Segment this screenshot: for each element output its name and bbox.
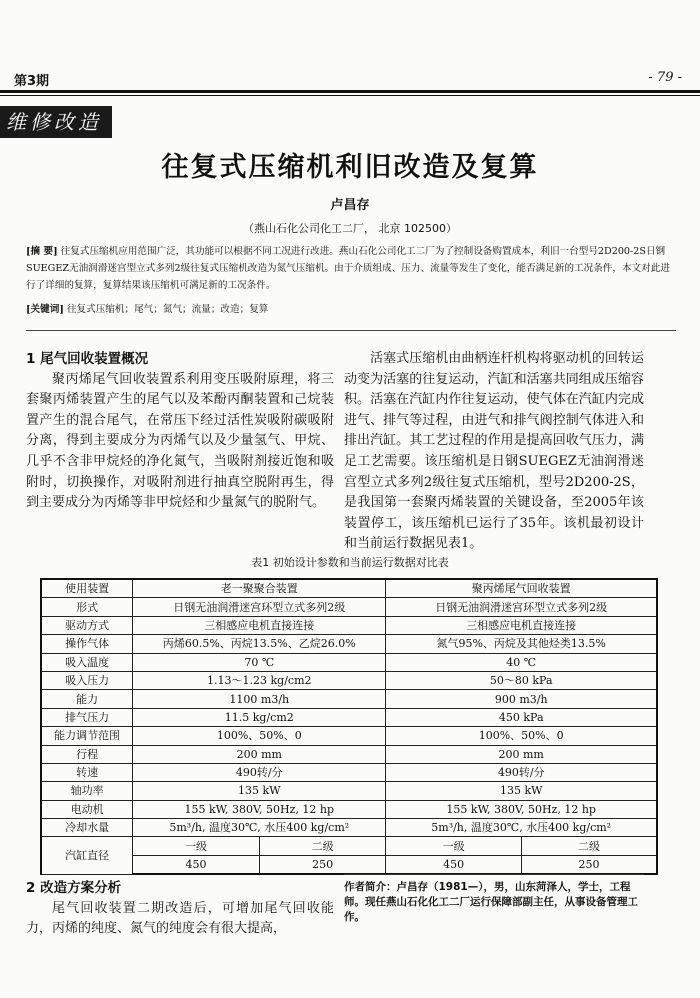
row-label: 操作气体: [41, 635, 133, 653]
table-cell: 100%、50%、0: [386, 727, 657, 745]
table-row: [41, 598, 657, 616]
row-label: 能力: [41, 690, 133, 708]
header-cell: 聚丙烯尾气回收装置: [386, 579, 657, 598]
right-column: [344, 349, 644, 555]
row-label: 吸入温度: [41, 653, 133, 671]
table-cell: 1.13～1.23 kg/cm2: [133, 671, 386, 689]
table-row: [41, 745, 657, 763]
table-cell: 丙烯60.5%、丙烷13.5%、乙烷26.0%: [133, 635, 386, 653]
table-cell: 200 mm: [386, 745, 657, 763]
table-row: [41, 819, 657, 837]
row-label: 吸入压力: [41, 671, 133, 689]
table-row: [41, 708, 657, 726]
author-note-text: 卢昌存（1981—），男，山东菏泽人，学士，工程师。现任燕山石化化工二厂运行保障部副主任，从事设备管理工作。: [344, 881, 638, 923]
table-row: [41, 782, 657, 800]
table-cell: 70 ℃: [133, 653, 386, 671]
article-title: 往复式压缩机利旧改造及复算: [161, 152, 539, 183]
table-cell: 200 mm: [133, 745, 386, 763]
row-label: 能力调节范围: [41, 727, 133, 745]
row-label: 排气压力: [41, 708, 133, 726]
table-cell: 氮气95%、丙烷及其他烃类13.5%: [386, 635, 657, 653]
table-cell: 一级: [133, 837, 260, 855]
table-row: [41, 727, 657, 745]
table-cell: 135 kW: [133, 782, 386, 800]
row-label: 轴功率: [41, 782, 133, 800]
table-cell: 50～80 kPa: [386, 671, 657, 689]
table-row: [41, 616, 657, 634]
table-cell: 100%、50%、0: [133, 727, 386, 745]
author-note: [344, 880, 644, 925]
keywords-label: [关键词]: [26, 304, 64, 315]
table-cell: 三相感应电机直接连接: [133, 616, 386, 634]
author-note-label: 作者简介：: [344, 881, 397, 893]
table-header-row: [41, 579, 657, 598]
keywords-text: 往复式压缩机；尾气；氮气；流量；改造；复算: [66, 304, 269, 315]
section-1-heading: 1 尾气回收装置概况: [26, 351, 149, 367]
section-1-paragraph-2: 活塞式压缩机由曲柄连杆机构将驱动机的回转运动变为活塞的往复运动，汽缸和活塞共同组成压缩容积。活塞在汽缸内作往复运动，使气体在汽缸内完成进气、排气等过程，由进气和排气阀控制气体进入和排出汽缸。其工艺过程的作用是提高回收气压力，满足工艺需要。该压缩机是日钢SUEGEZ无油润滑迷宫型立式多列2级往复式压缩机，型号2D200-2S，是我国第一套聚丙烯装置的关键设备，至2005年该装置停工，该压缩机已运行了35年。该机最初设计和当前运行数据见表1。: [344, 351, 644, 552]
table-cell: 5m³/h, 温度30℃, 水压400 kg/cm²: [386, 819, 657, 837]
table-cell: 490转/分: [133, 763, 386, 781]
page-number: - 79 -: [648, 70, 682, 85]
author-affiliation: （燕山石化公司化工二厂， 北京 102500）: [243, 222, 457, 235]
header-rule-thin: [0, 95, 700, 96]
row-label: 转速: [41, 763, 133, 781]
abstract: [26, 243, 676, 294]
row-label: 驱动方式: [41, 616, 133, 634]
table-row: [41, 837, 657, 855]
abstract-label: [摘 要]: [26, 246, 58, 257]
table-cell: 450 kPa: [386, 708, 657, 726]
left-column: [26, 349, 334, 514]
table-cell: 11.5 kg/cm2: [133, 708, 386, 726]
table-row: [41, 635, 657, 653]
section-banner: 维修改造: [0, 106, 112, 138]
abstract-divider: [26, 330, 676, 331]
table-row: [41, 763, 657, 781]
table-cell: 40 ℃: [386, 653, 657, 671]
table-body: [41, 598, 657, 837]
row-label: 电动机: [41, 800, 133, 818]
table-cell: 250: [521, 855, 657, 874]
table-cell: 490转/分: [386, 763, 657, 781]
row-label: 冷却水量: [41, 819, 133, 837]
section-1-paragraph-1: 聚丙烯尾气回收装置系利用变压吸附原理，将三套聚丙烯装置产生的尾气以及苯酚丙酮装置和己烷装置产生的混合尾气，在常压下经过活性炭吸附碳吸附分离，得到主要成分为丙烯气以及少量氢气、甲烷、几乎不含非甲烷烃的净化氮气，当吸附剂接近饱和吸附时，切换操作，对吸附剂进行抽真空脱附再生，得到主要成分为丙烯等非甲烷烃和少量氮气的脱附气。: [26, 371, 334, 511]
section-2-paragraph-1: 尾气回收装置二期改造后，可增加尾气回收能力，丙烯的纯度、氮气的纯度会有很大提高，: [26, 900, 334, 937]
section-2-heading: 2 改造方案分析: [26, 880, 122, 896]
row-label: 形式: [41, 598, 133, 616]
table-cell: 日钢无油润滑迷宫环型立式多列2级: [133, 598, 386, 616]
table-cell: 三相感应电机直接连接: [386, 616, 657, 634]
table-cell: 二级: [521, 837, 657, 855]
table-caption: 表1 初始设计参数和当前运行数据对比表: [251, 556, 449, 569]
table-cell: 250: [259, 855, 386, 874]
table-cell: 5m³/h, 温度30℃, 水压400 kg/cm²: [133, 819, 386, 837]
table-row: [41, 671, 657, 689]
article-author: 卢昌存: [330, 198, 370, 213]
table-cell: 450: [133, 855, 260, 874]
table-row: [41, 690, 657, 708]
table-cell: 日钢无油润滑迷宫环型立式多列2级: [386, 598, 657, 616]
keywords: [26, 301, 676, 315]
table-row: [41, 855, 657, 874]
comparison-table: [40, 578, 658, 875]
table-cell: 1100 m3/h: [133, 690, 386, 708]
header-cell: 老一聚聚合装置: [133, 579, 386, 598]
section-2: [26, 878, 334, 940]
table-row: [41, 800, 657, 818]
table-cell: 一级: [386, 837, 522, 855]
abstract-text: 往复式压缩机应用范围广泛，其功能可以根据不同工况进行改进。燕山石化公司化工二厂为了控制设备购置成本，利旧一台型号2D200-2S日钢SUEGEZ无油润滑迷宫型立式多列2级往复式压缩机改造为氮气压缩机。由于介质组成、压力、流量等发生了变化，能否满足新的工况条件，本文对此进行了详细的复算，复算结果该压缩机可满足新的工况条件。: [26, 246, 670, 291]
footnote-divider: [344, 874, 644, 875]
table-cell: 155 kW, 380V, 50Hz, 12 hp: [386, 800, 657, 818]
table-cell: 900 m3/h: [386, 690, 657, 708]
issue-number: 第3期: [14, 74, 50, 89]
table-cell: 450: [386, 855, 522, 874]
row-label: 汽缸直径: [41, 837, 133, 874]
header-rule-thick: [0, 90, 700, 93]
table-cell: 155 kW, 380V, 50Hz, 12 hp: [133, 800, 386, 818]
header-cell: 使用装置: [41, 579, 133, 598]
table-row: [41, 653, 657, 671]
table-cell: 135 kW: [386, 782, 657, 800]
row-label: 行程: [41, 745, 133, 763]
table-cell: 二级: [259, 837, 386, 855]
